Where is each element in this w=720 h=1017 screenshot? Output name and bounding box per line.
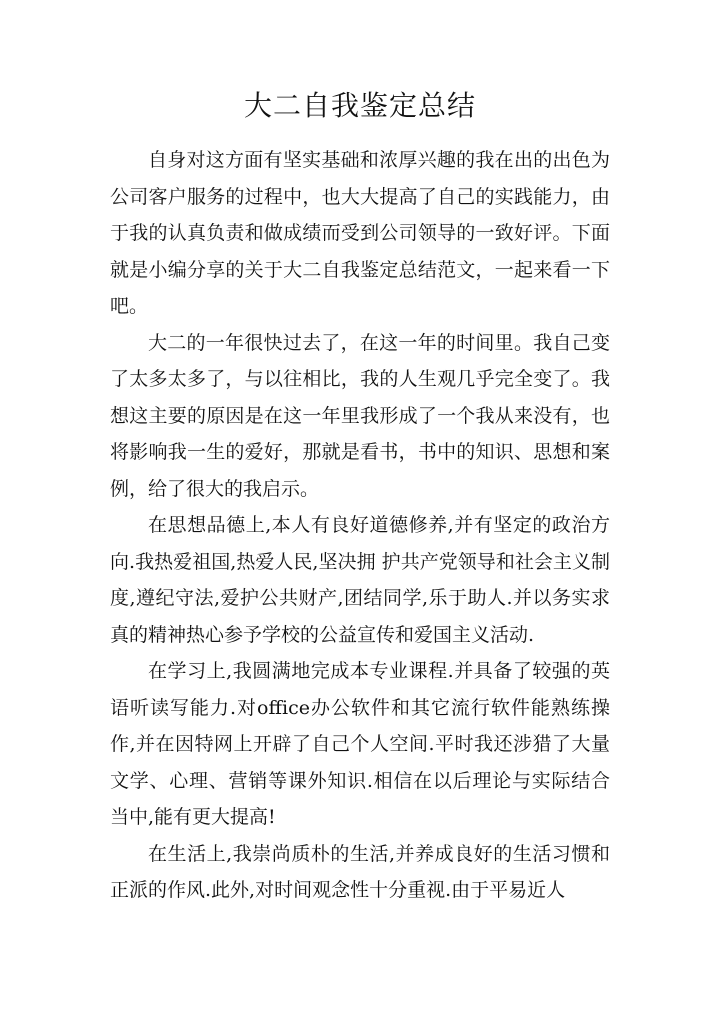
document-title: 大二自我鉴定总结: [243, 89, 476, 122]
paragraph-study: 在学习上,我圆满地完成本专业课程.并具备了较强的英语听读写能力.对office办公软件和其它流行软件能熟练操作,并在因特网上开辟了自己个人空间.平时我还涉猎了大量文学、心理、营销等课外知识.相信在以后理论与实际结合当中,能有更大提高!: [110, 660, 610, 828]
paragraph-year-review: 大二的一年很快过去了，在这一年的时间里。我自己变了太多太多了，与以往相比，我的人生观几乎完全变了。我想这主要的原因是在这一年里我形成了一个我从来没有，也将影响我一生的爱好，那就是看书，书中的知识、思想和案例，给了很大的我启示。: [110, 331, 610, 500]
paragraph-life: 在生活上,我崇尚质朴的生活,并养成良好的生活习惯和正派的作风.此外,对时间观念性十分重视.由于平易近人: [110, 842, 610, 901]
paragraph-ideology: 在思想品德上,本人有良好道德修养,并有坚定的政治方向.我热爱祖国,热爱人民,坚决拥 护共产党领导和社会主义制度,遵纪守法,爱护公共财产,团结同学,乐于助人.并以务实求真的精神热心参予学校的公益宣传和爱国主义活动.: [110, 514, 610, 646]
document-body: [110, 142, 610, 909]
paragraph-intro: 自身对这方面有坚实基础和浓厚兴趣的我在出的出色为公司客户服务的过程中，也大大提高了自己的实践能力，由于我的认真负责和做成绩而受到公司领导的一致好评。下面就是小编分享的关于大二自我鉴定总结范文，一起来看一下吧。: [110, 149, 610, 317]
